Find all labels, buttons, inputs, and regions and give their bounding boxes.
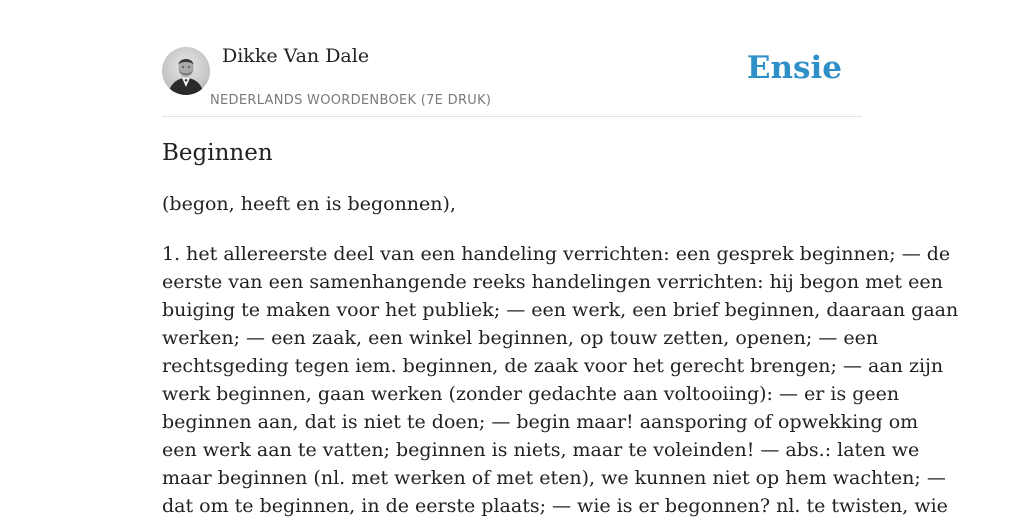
entry-definition: [162, 240, 959, 520]
definition-line: eerste van een samenhangende reeks handelingen verrichten: hij begon met een: [162, 271, 943, 293]
definition-line: een werk aan te vatten; beginnen is niets, maar te voleinden! — abs.: laten we: [162, 439, 920, 461]
definition-line: buiging te maken voor het publiek; — een werk, een brief beginnen, daaraan gaan: [162, 299, 959, 321]
entry-forms: (begon, heeft en is begonnen),: [162, 193, 456, 215]
definition-line: beginnen aan, dat is niet te doen; — begin maar! aansporing of opwekking om: [162, 411, 919, 433]
definition-line: maar beginnen (nl. met werken of met eten), we kunnen niet op hem wachten; —: [162, 467, 946, 489]
entry-title: Beginnen: [162, 140, 273, 166]
author-portrait-icon: [162, 47, 210, 95]
site-logo[interactable]: Ensie: [746, 50, 842, 86]
source-subtitle: NEDERLANDS WOORDENBOEK (7E DRUK): [210, 93, 492, 108]
definition-line: dat om te beginnen, in de eerste plaats; — wie is er begonnen? nl. te twisten, wie: [162, 495, 948, 517]
author-avatar[interactable]: [162, 47, 210, 95]
author-name[interactable]: Dikke Van Dale: [222, 45, 370, 67]
definition-line: 1. het allereerste deel van een handeling verrichten: een gesprek beginnen; — de: [162, 243, 951, 265]
definition-line: werk beginnen, gaan werken (zonder gedachte aan voltooiing): — er is geen: [162, 383, 900, 405]
definition-line: werken; — een zaak, een winkel beginnen, op touw zetten, openen; — een: [162, 327, 879, 349]
definition-line: rechtsgeding tegen iem. beginnen, de zaak voor het gerecht brengen; — aan zijn: [162, 355, 944, 377]
entry-card: [162, 0, 959, 517]
entry-header: [162, 0, 862, 117]
